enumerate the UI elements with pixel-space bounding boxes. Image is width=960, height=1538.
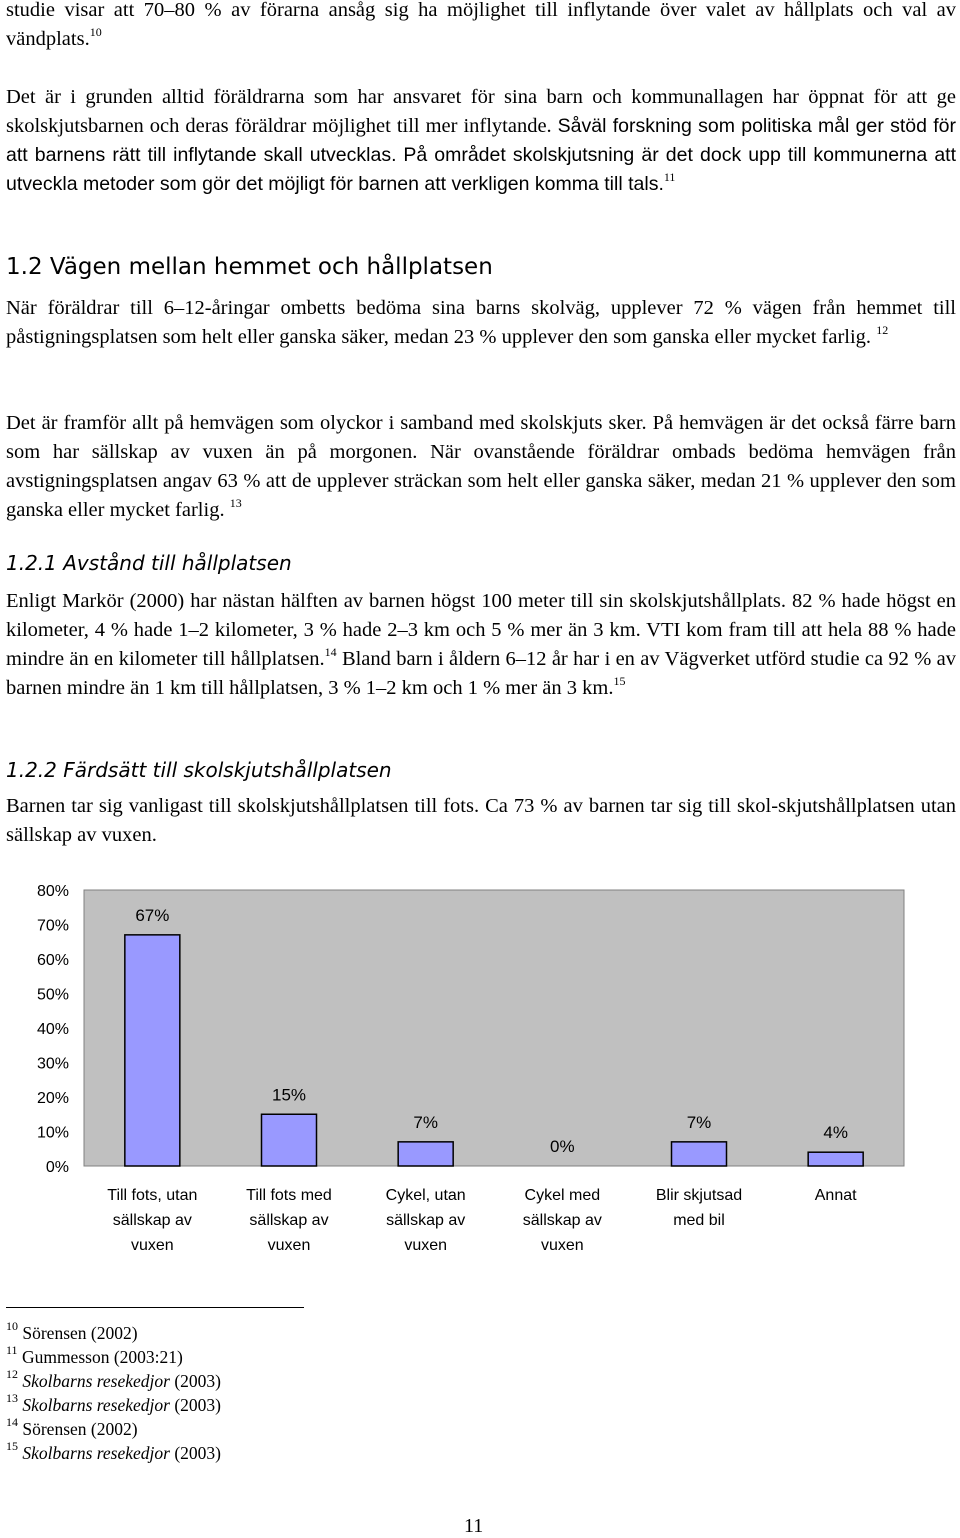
category-label: vuxen [540, 1237, 584, 1254]
category-label: vuxen [130, 1237, 174, 1254]
paragraph-parents-assessment: När föräldrar till 6–12-åringar ombetts bedöma sina barns skolväg, upplever 72 % vägen från hemmet till påstigningsplatsen som helt eller ganska säker, medan 23 % upplever den som ganska eller mycket farlig. $^{12}$ [6, 297, 956, 348]
paragraph-distance: Enligt Markör (2000) har nästan hälften av barnen högst 100 meter till sin skolskjutshållplats. 82 % hade högst en kilometer, 4 % hade 1–2 kilometer, 3 % hade 2–3 km och 5 % mer än 3 km. VTI kom fram till att hela 88 % hade mindre än en kilometer till hållplatsen.$^{14}$ Bland barn i åldern 6–12 år har i en av Vägverket utförd studie ca 92 % av barnen mindre än 1 km till hållplatsen, 3 % 1–2 km och 1 % mer än 3 km.$^{15}$ [6, 590, 956, 699]
category-label: vuxen [267, 1237, 311, 1254]
category-label: Till fots med [246, 1187, 332, 1204]
category-label: Annat [814, 1187, 857, 1204]
paragraph-intro: studie visar att 70–80 % av förarna ansåg sig ha möjlighet till inflytande över valet av hållplats och val av vändplats.$^{10}$ [6, 0, 956, 50]
bar [808, 1152, 863, 1166]
y-tick-label: 30% [36, 1055, 69, 1073]
data-label: 7% [413, 1112, 438, 1132]
category-label: sällskap av [386, 1212, 466, 1229]
y-tick-label: 40% [36, 1021, 69, 1038]
bar [672, 1142, 727, 1166]
y-tick-label: 60% [36, 952, 69, 969]
footnote-rule [6, 1307, 304, 1308]
y-tick-label: 80% [36, 883, 69, 900]
bar [398, 1142, 453, 1166]
footnote: $^{10}$ Sörensen (2002) [6, 1319, 138, 1343]
data-label: 4% [823, 1123, 848, 1143]
bar [125, 935, 180, 1166]
category-label: sällskap av [522, 1212, 602, 1229]
footnote: $^{13}$ Skolbarns resekedjor (2003) [6, 1391, 221, 1415]
y-tick-label: 70% [36, 917, 69, 935]
plot-area [84, 890, 904, 1166]
footnote: $^{14}$ Sörensen (2002) [6, 1415, 138, 1439]
data-label: 7% [686, 1112, 712, 1132]
bar [262, 1114, 317, 1166]
category-label: sällskap av [112, 1212, 192, 1229]
footnote: $^{15}$ Skolbarns resekedjor (2003) [6, 1439, 221, 1463]
category-label: Till fots, utan [107, 1187, 198, 1204]
heading-1-2-2: 1.2.2 Färdsätt till skolskjutshållplatsen [6, 758, 392, 782]
y-tick-label: 10% [36, 1124, 69, 1142]
data-label: 15% [271, 1085, 307, 1105]
footnote: $^{11}$ Gummesson (2003:21) [6, 1343, 183, 1367]
paragraph-travel-mode: Barnen tar sig vanligast till skolskjutshållplatsen till fots. Ca 73 % av barnen tar sig till skol-skjutshållplatsen utan sällskap av vuxen. [6, 795, 956, 846]
category-label: vuxen [404, 1237, 448, 1254]
paragraph-homeway: Det är framför allt på hemvägen som olyckor i samband med skolskjuts sker. På hemvägen är det också färre barn som har sällskap av vuxen än på morgonen. När ovanstående föräldrar ombads bedöma hemvägen från avstigningsplatsen angav 63 % att de upplever sträckan som helt eller ganska säker, medan 21 % upplever den som ganska eller mycket farlig. $^{13}$ [6, 412, 956, 521]
data-label: 0% [550, 1137, 575, 1156]
data-label: 67% [135, 905, 170, 925]
footnote: $^{12}$ Skolbarns resekedjor (2003) [6, 1367, 221, 1391]
heading-1-2: 1.2 Vägen mellan hemmet och hållplatsen [6, 254, 493, 280]
category-label: med bil [673, 1212, 725, 1229]
y-tick-label: 50% [36, 986, 69, 1004]
y-tick-label: 20% [36, 1090, 69, 1107]
y-tick-label: 0% [45, 1159, 69, 1176]
category-label: sällskap av [249, 1212, 329, 1229]
category-label: Cykel med [524, 1187, 601, 1204]
category-label: Blir skjutsad [655, 1187, 743, 1204]
paragraph-influence: Det är i grunden alltid föräldrarna som har ansvaret för sina barn och kommunallagen har öppnat för att ge skolskjutsbarnen och deras föräldrar möjlighet till mer inflytande. Såväl forskning som politiska mål ger stöd för att barnens rätt till inflytande skall utvecklas. På området skolskjutsning är det dock upp till kommunerna att utveckla metoder som gör det möjligt för barnen att verkligen komma till tals.$^{11}$ [6, 86, 957, 195]
category-label: Cykel, utan [385, 1187, 466, 1204]
bar-chart [0, 870, 960, 1270]
page-number: 11 [464, 1515, 484, 1537]
heading-1-2-1: 1.2.1 Avstånd till hållplatsen [6, 551, 292, 575]
